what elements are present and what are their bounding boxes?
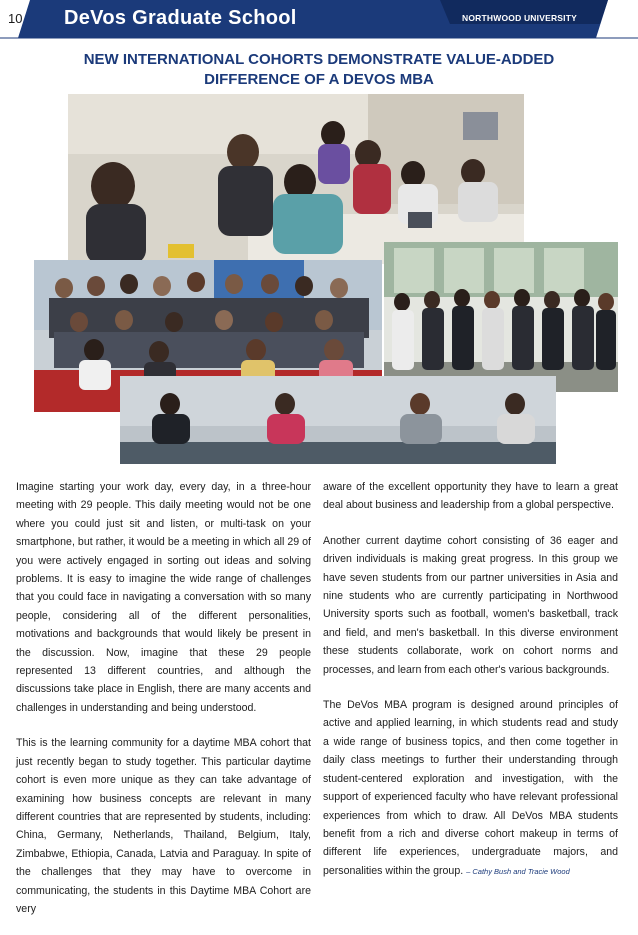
article-headline bbox=[70, 50, 568, 90]
photo-classroom-session bbox=[68, 94, 524, 264]
paragraph: aware of the excellent opportunity they have to learn a great deal about business and leadership from a global perspective. bbox=[323, 481, 618, 512]
headline-line-2: DIFFERENCE OF A DEVOS MBA bbox=[204, 71, 434, 88]
text-column-left bbox=[16, 478, 311, 935]
page-header bbox=[0, 0, 638, 38]
paragraph: This is the learning community for a daytime MBA cohort that just recently began to study together. This particular daytime cohort is even more unique as they can take advantage of examining how business concepts are relevant in many different countries that are represented by students, including: China, Germany, Netherlands, Thailand, Belgium, Italy, Zimbabwe, Ethiopia, Canada, Latvia and Paraguay. In spite of the challenges that they may have to overcome in communicating, the students in this Daytime MBA Cohort are very bbox=[16, 737, 311, 915]
headline-line-1: NEW INTERNATIONAL COHORTS DEMONSTRATE VALUE-ADDED bbox=[83, 51, 555, 68]
paragraph-final bbox=[323, 696, 618, 881]
text-column-right bbox=[323, 478, 618, 898]
paragraph: Another current daytime cohort consisting of 36 eager and driven individuals is making great progress. In this group we have seven students from our partner universities in Asia and nine students who are currently participating in Northwood University sports such as football, women's basketball, track and field, and men's basketball. In this diverse environment these students collaborate, work on cohort norms and processes, and learn from each other's various backgrounds. bbox=[323, 534, 618, 676]
university-name: NORTHWOOD UNIVERSITY bbox=[462, 13, 577, 23]
photo-group-right bbox=[384, 242, 618, 392]
school-name: DeVos Graduate School bbox=[64, 7, 297, 29]
page-number: 10 bbox=[8, 11, 23, 26]
paragraph-text: The DeVos MBA program is designed around principles of active and applied learning, in which students read and study a wide range of business topics, and then come together in daily class meetings to further their understanding through student-centered exploration and investigation, with the support of experienced faculty who have relevant professional experiences from which to draw. All DeVos MBA students benefit from a rich and diverse cohort makeup in terms of different life experiences, undergraduate majors, and personalities within the group. bbox=[323, 699, 618, 877]
photo-panel-table bbox=[120, 376, 556, 464]
author-credit: – Cathy Bush and Tracie Wood bbox=[466, 866, 570, 876]
paragraph: Imagine starting your work day, every day, in a three-hour meeting with 29 people. This daily meeting would not be one where you could just sit and listen, or multi-task on your smartphone, but rather, it would be a meeting in which all 29 of you were actively engaged in sorting out ideas and solving problems. It is easy to imagine the wide range of challenges that you could face in navigating a conversation with so many people, considering all of the different personalities, motivations and backgrounds that would likely be present in the discussion. Now, imagine that these 29 people represented 13 different countries, and although the discussions take place in English, there are many accents and challenges in understanding and being understood. bbox=[16, 481, 311, 714]
